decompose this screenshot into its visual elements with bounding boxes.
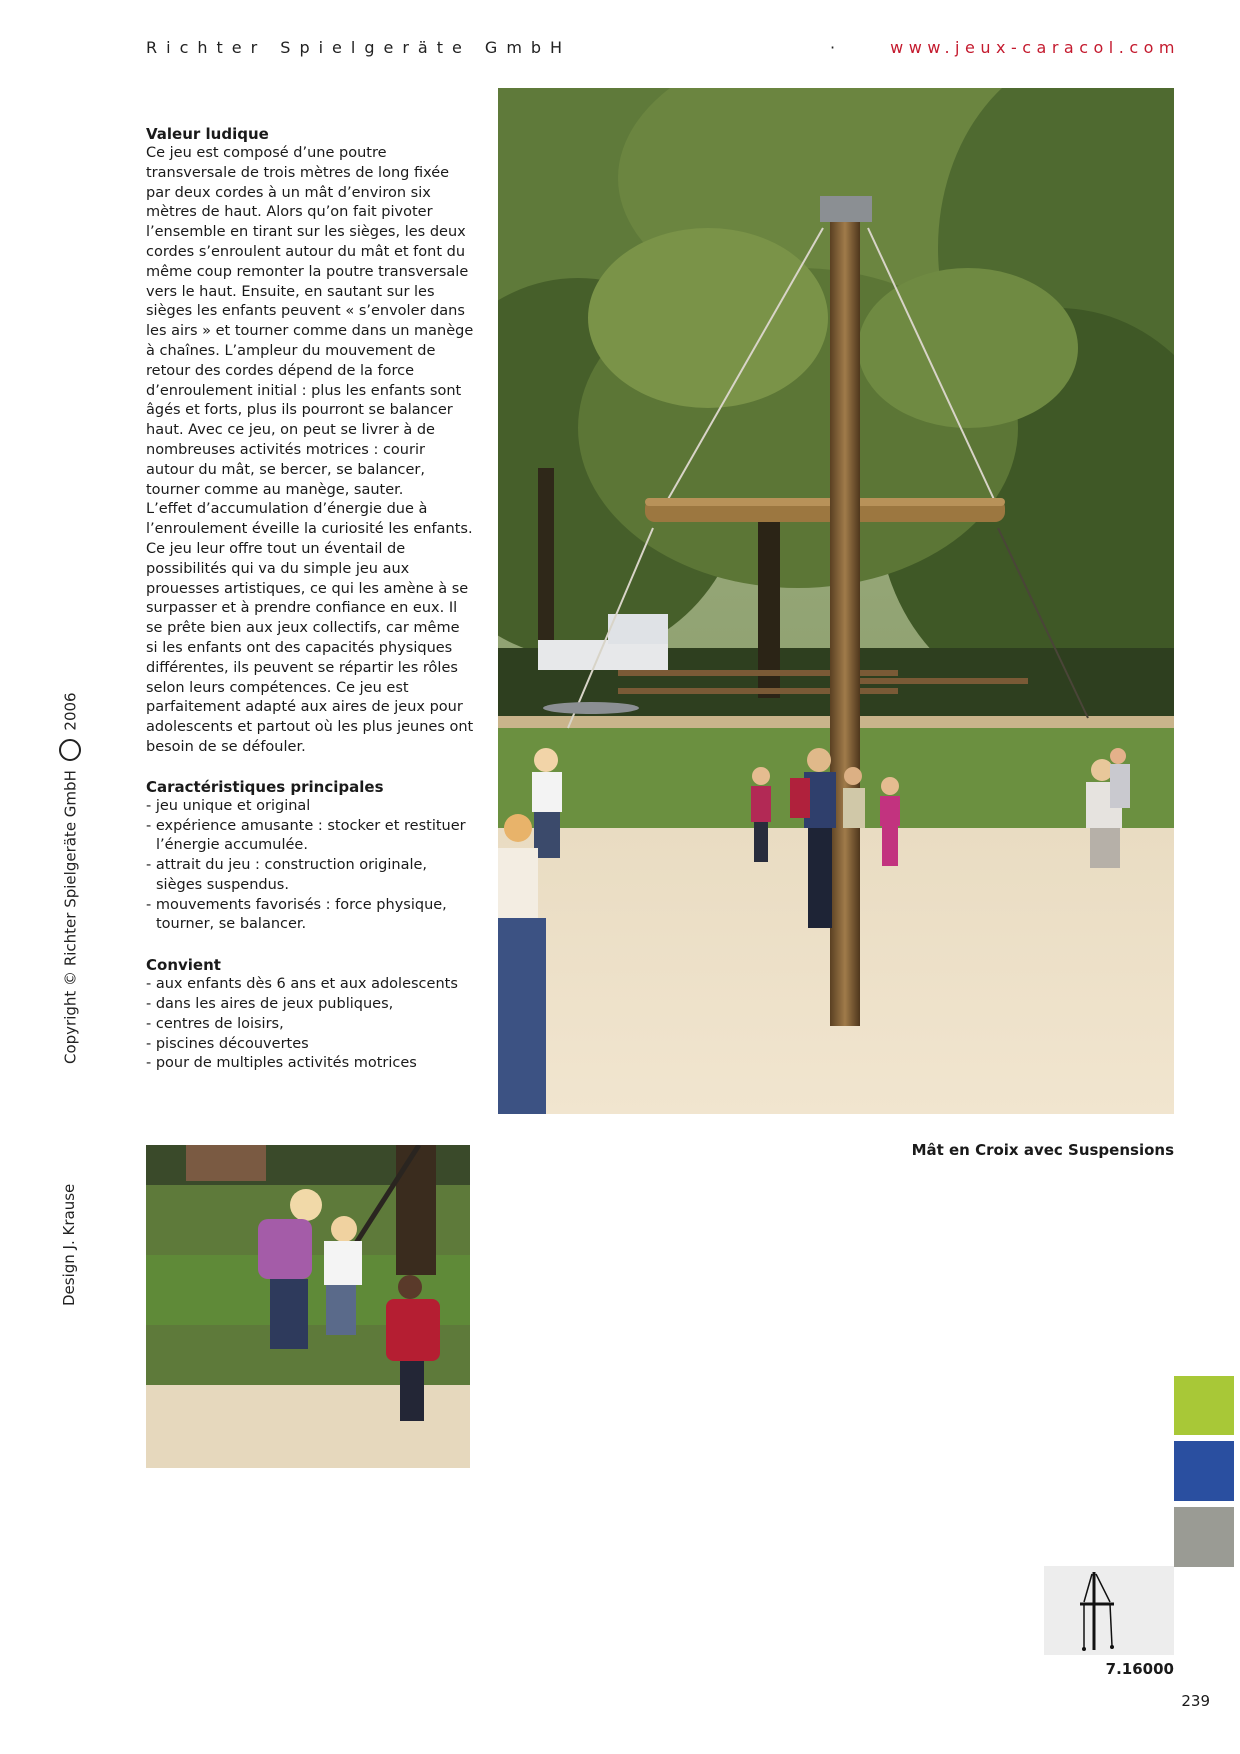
category-tab-green bbox=[1174, 1376, 1234, 1435]
product-caption: Mât en Croix avec Suspensions bbox=[911, 1141, 1174, 1159]
copyright-notice bbox=[60, 692, 82, 1064]
secondary-product-photo bbox=[146, 1145, 470, 1468]
play-value-heading: Valeur ludique bbox=[146, 125, 269, 143]
suitable-heading: Convient bbox=[146, 956, 221, 975]
product-line-drawing-icon bbox=[1044, 1566, 1174, 1655]
page-header bbox=[146, 38, 1180, 62]
features-list bbox=[146, 797, 474, 936]
category-tab-gray bbox=[1174, 1507, 1234, 1567]
copyright-text: Copyright © Richter Spielgeräte GmbH bbox=[61, 770, 80, 1064]
copyright-year: 2006 bbox=[61, 692, 80, 731]
feature-item: - attrait du jeu : construction originale, sièges suspendus. bbox=[146, 857, 428, 893]
suitable-item: - centres de loisirs, bbox=[146, 1015, 284, 1032]
play-value-paragraph-2: L’effet d’accumulation d’énergie due à l’enroulement éveille la curiosité les enfants. Ce jeu leur offre tout un éventail de possibilités qui va du simple jeu aux prouesses artistiques, ce qui les amène à se surpasser et à prendre confiance en eux. Il se prête bien aux jeux collectifs, car même si les enfants ont des capacités physiques différentes, ils peuvent se répartir les rôles selon leurs compétences. Ce jeu est parfaitement adapté aux aires de jeux pour adolescents et partout où les plus jeunes ont besoin de se défouler. bbox=[146, 501, 474, 755]
suitable-list bbox=[146, 975, 474, 1074]
play-value-paragraph-1: Ce jeu est composé d’une poutre transversale de trois mètres de long fixée par deux cordes à un mât d’environ six mètres de haut. Alors qu’on fait pivoter l’ensemble en tirant sur les sièges, les deux cordes s’enroulent autour du mât et font du même coup remonter la poutre transversale vers le haut. Ensuite, en sautant sur les sièges les enfants peuvent « s’envoler dans les airs » et tourner comme dans un manège à chaînes. L’ampleur du mouvement de retour des cordes dépend de la force d’enroulement initial : plus les enfants sont âgés et forts, plus ils pourront se balancer haut. Avec ce jeu, on peut se livrer à de nombreuses activités motrices : courir autour du mât, se bercer, se balancer, tourner comme au manège, sauter. bbox=[146, 145, 474, 498]
page-number: 239 bbox=[1181, 1692, 1210, 1710]
suitable-item: - dans les aires de jeux publiques, bbox=[146, 996, 394, 1013]
designer-credit: Design J. Krause bbox=[60, 1183, 78, 1306]
suitable-item: - aux enfants dès 6 ans et aux adolescents bbox=[146, 976, 458, 993]
product-code: 7.16000 bbox=[1105, 1660, 1174, 1678]
header-separator: · bbox=[830, 38, 845, 57]
website-link[interactable]: www.jeux-caracol.com bbox=[890, 38, 1180, 57]
category-tab-blue bbox=[1174, 1441, 1234, 1501]
feature-item: - mouvements favorisés : force physique, tourner, se balancer. bbox=[146, 896, 447, 933]
suitable-item: - piscines découvertes bbox=[146, 1035, 309, 1052]
suitable-item: - pour de multiples activités motrices bbox=[146, 1055, 417, 1072]
description-column bbox=[146, 124, 474, 1094]
features-heading: Caractéristiques principales bbox=[146, 777, 384, 796]
richter-logo-icon bbox=[59, 739, 81, 761]
company-name: Richter Spielgeräte GmbH bbox=[146, 38, 572, 57]
feature-item: - expérience amusante : stocker et restituer l’énergie accumulée. bbox=[146, 817, 466, 854]
feature-item: - jeu unique et original bbox=[146, 797, 311, 814]
main-product-photo bbox=[498, 88, 1174, 1114]
